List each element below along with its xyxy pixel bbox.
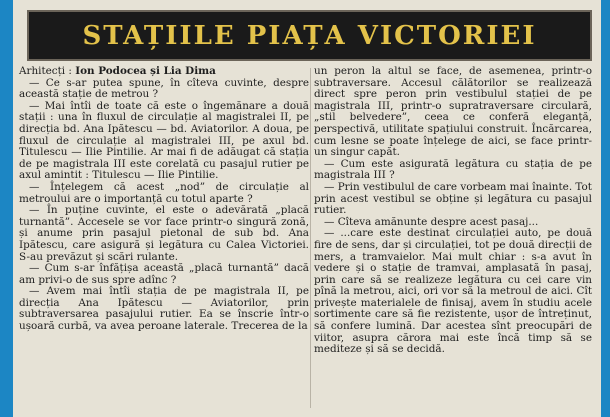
column-divider [310,68,311,408]
left-blue-border [0,0,13,417]
left-paragraph: — Avem mai întîi stația de pe magistrala II, pe direcția Ana Ipătescu — Aviatorilor, prin subtraversarea pasajului rutier. Ea se înscrie într-o ușoară curbă, va avea peroane laterale. Trecerea de la [19,285,309,333]
architects-names: Ion Podocea și Lia Dima [75,65,216,77]
right-paragraph: un peron la altul se face, de asemenea, printr-o subtraversare. Accesul călătorilor se realizează direct spre peron prin vestibulul stației de pe magistrala III, printr-o supratraversare circulară, „stil belvedere”, ceea ce conferă eleganță, perspectivă, utilitate spațiului construit. Încărcarea, cum lesne se poate înțelege de aici, se face printr-un singur capăt. [314,65,592,159]
right-paragraph: — Cum este asigurată legătura cu stația de pe magistrala III ? [314,157,592,182]
right-paragraph: — ...care este destinat circulației auto, pe două fire de sens, dar și circulației, tot pe două direcții de mers, a tramvaielor. Mai mult chiar : s-a avut în vedere și o stație de tramvai, amplasată în pasaj, prin care să se realizeze legătura cu cei care vin pînă la metrou, aici, ori vor să la metroul de aici. Cît privește materialele de finisaj, avem în studiu acele sortimente care să fie rezistente, ușor de întreținut, să confere lumină. Dar acestea sînt preocupări de viitor, asupra cărora mai este încă timp să se mediteze și să se decidă. [314,227,592,356]
right-paragraph: — Prin vestibulul de care vorbeam mai înainte. Tot prin acest vestibul se obține și legătura cu pasajul rutier. [314,180,592,217]
article-title: STAȚIILE PIAȚA VICTORIEI [82,20,537,51]
left-paragraph: — Ce s-ar putea spune, în cîteva cuvinte, despre această stație de metrou ? [19,76,309,101]
left-paragraph: — Cum s-ar înfățișa această „placă turnantă” dacă am privi-o de sus spre adînc ? [19,262,309,286]
architects-line [19,66,309,78]
architects-prefix: Arhitecți : [19,65,72,77]
left-column [19,66,309,333]
left-paragraph: — În puține cuvinte, el este o adevărată „placă turnantă”. Accesele se vor face printr-o singură zonă, și anume prin pasajul pietonal de sub bd. Ana Ipătescu, care asigură și legătura cu Calea Victoriei. S-au prevăzut și scări rulante. [19,204,309,263]
right-blue-border [601,0,610,417]
left-paragraph: — Înțelegem că acest „nod” de circulație al metroului are o importanță cu totul aparte ? [19,180,309,205]
left-paragraph: — Mai întîi de toate că este o îngemănare a două stații : una în fluxul de circulație al magistralei II, pe direcția bd. Ana Ipătescu — bd. Aviatorilor. A doua, pe fluxul de circulație al magistralei III, pe axul bd. Titulescu — Ilie Pintilie. Ar mai fi de adăugat că stația de pe magistrala III este corelată cu pasajul rutier pe axul amintit : Titulescu — Ilie Pintilie. [19,99,309,182]
right-column [314,66,592,356]
title-banner [27,10,592,61]
right-paragraph: — Cîteva amănunte despre acest pasaj... [324,215,539,228]
